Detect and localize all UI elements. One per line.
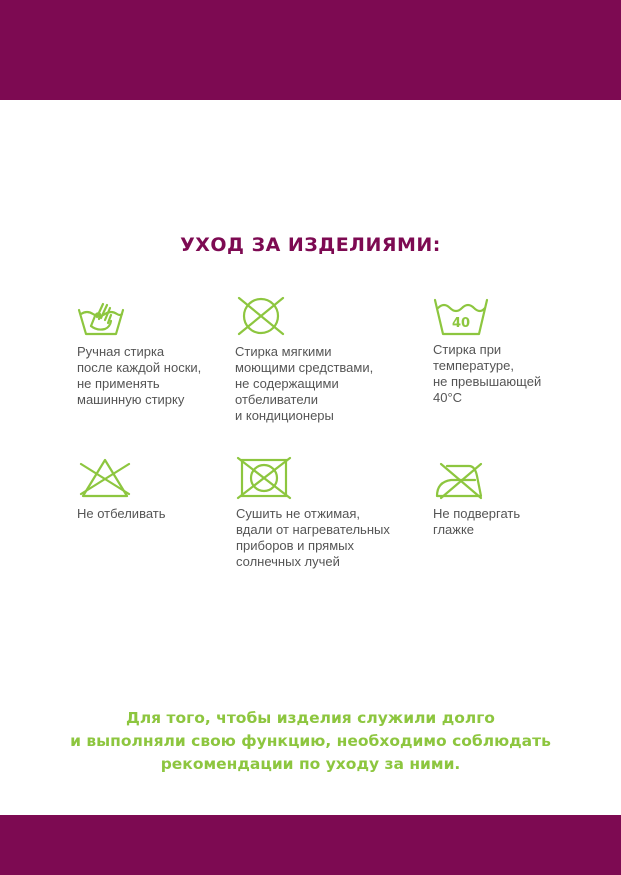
svg-text:40: 40	[451, 316, 471, 331]
care-item-no-bleach	[77, 456, 166, 522]
care-item-text: Не отбеливать	[77, 506, 166, 521]
care-item-text: Не подвергать глажке	[433, 506, 521, 537]
do-not-bleach-icon	[77, 456, 133, 500]
care-item-text: Ручная стирка после каждой носки, не применять машинную стирку	[77, 344, 202, 407]
do-not-tumble-dry-icon	[236, 456, 292, 500]
wash-40-icon	[433, 298, 489, 336]
care-item-wash-40	[433, 298, 541, 406]
do-not-iron-icon	[433, 458, 487, 500]
care-item-no-ironing	[433, 458, 520, 538]
care-recommendation-note: Для того, чтобы изделия служили долго и выполняли свою функцию, необходимо соблюдать рекомендации по уходу за ними.	[70, 709, 551, 773]
do-not-dry-clean-icon	[235, 294, 287, 338]
care-item-text: Стирка при температуре, не превышающей 40°C	[433, 342, 542, 405]
hand-wash-icon	[77, 296, 125, 338]
top-band	[0, 0, 621, 100]
bottom-band	[0, 815, 621, 875]
care-item-dry-naturally	[236, 456, 390, 570]
care-item-text: Стирка мягкими моющими средствами, не содержащими отбеливатели и кондиционеры	[235, 344, 374, 423]
care-item-mild-detergent	[235, 294, 373, 424]
page-title: УХОД ЗА ИЗДЕЛИЯМИ:	[180, 234, 441, 256]
care-item-hand-wash	[77, 296, 201, 408]
care-item-text: Сушить не отжимая, вдали от нагревательных приборов и прямых солнечных лучей	[236, 506, 390, 569]
